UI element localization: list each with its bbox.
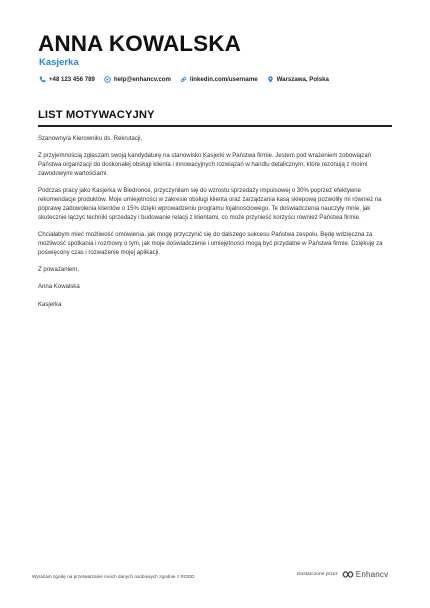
provided-by-label: Dostarczone przez	[297, 572, 338, 577]
signature-name: Anna Kowalska	[38, 284, 80, 291]
contact-email[interactable]	[104, 76, 171, 83]
letter-closing: Z poważaniem,	[38, 267, 80, 274]
contact-phone[interactable]	[39, 76, 95, 83]
signature-role: Kasjerka	[38, 301, 62, 308]
brand-name: Enhancv	[355, 570, 389, 579]
location-pin-icon	[267, 76, 274, 83]
letter-body	[38, 135, 394, 318]
contact-location	[267, 76, 329, 83]
section-title: LIST MOTYWACYJNY	[38, 109, 155, 121]
candidate-name: ANNA KOWALSKA	[38, 31, 241, 56]
footer-branding[interactable]	[297, 570, 388, 579]
candidate-role: Kasjerka	[39, 57, 79, 68]
contact-phone-text: +48 123 456 789	[49, 76, 95, 83]
letter-paragraph-3: Chciałabym mieć możliwość omówienia, jak mogę przyczynić się do dalszego sukcesu Państwa zespołu. Będę wdzięczna za możliwość spotkania i rozmowy o tym, jak moje doświadczenie i umiejętności mogą być przydatne w Państwa firmie. Dziękuję za poświęcony czas i rozważenie mojej aplikacji.	[38, 232, 383, 256]
contact-email-text: help@enhancv.com	[113, 76, 171, 83]
contact-location-text: Warszawa, Polska	[276, 76, 329, 83]
gdpr-consent: Wyrażam zgodę na przetwarzanie moich danych osobowych zgodnie z RODO	[32, 574, 195, 579]
contact-bar	[39, 76, 329, 83]
section-divider	[38, 125, 392, 127]
contact-linkedin-text: linkedin.com/username	[189, 76, 258, 83]
phone-icon	[39, 76, 46, 83]
brand[interactable]	[342, 570, 389, 579]
letter-paragraph-1: Z przyjemnością zgłaszam swoją kandydaturę na stanowisko Kasjerki w Państwa firmie. Jestem pod wrażeniem zobowiązań Państwa organizacji do doskonałej obsługi klienta i innowacyjnych rozwiązań w handlu detalicznym, które rezonują z moimi zawodowymi wartościami.	[38, 153, 372, 178]
at-icon	[104, 76, 111, 83]
letter-paragraph-2: Podczas pracy jako Kasjerka w Biedronce, przyczyniłam się do wzrostu sprzedaży impulsowej o 30% poprzez efektywne rekomendacje produktów. Moje umiejętności w zakresie obsługi klienta oraz zarządzania kasą sklepową pozwoliły mi również na poprawę zadowolenia klientów o 15% dzięki wprowadzeniu programu lojalnościowego. Te doświadczenia nauczyły mnie, jak skutecznie łączyć techniki sprzedaży i budowanie relacji z klientami, co może przynieść korzyści również Państwa firmie.	[38, 188, 382, 221]
contact-linkedin[interactable]	[180, 76, 258, 83]
link-icon	[180, 76, 187, 83]
letter-greeting: Szanowny/a Kierowniku ds. Rekrutacji,	[38, 136, 143, 142]
enhancv-logo-icon	[342, 570, 354, 579]
